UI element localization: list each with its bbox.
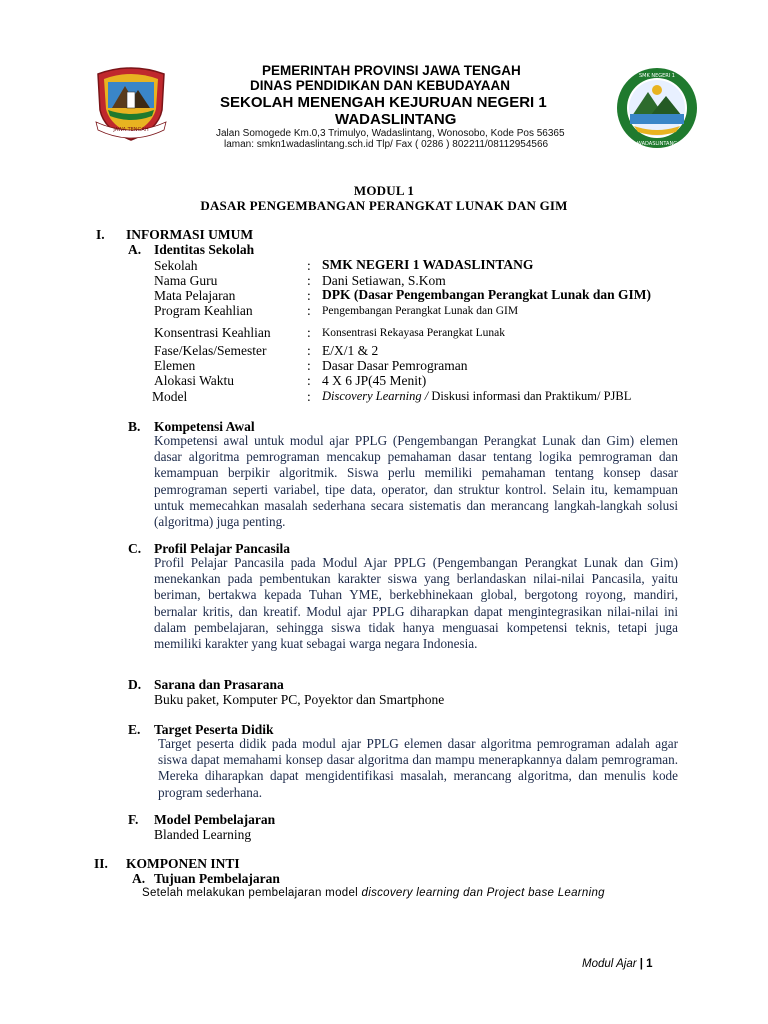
identity-value-model xyxy=(322,389,631,404)
svg-text:JAWA TENGAH: JAWA TENGAH xyxy=(113,127,149,133)
subsection-d-number: D. xyxy=(128,677,142,692)
initial-competence-paragraph: Kompetensi awal untuk modul ajar PPLG (Pengembangan Perangkat Lunak dan Gim) elemen dasar algoritma pemrograman mencakup pemahaman dasar tentang logika pemrograman dan kemampuan berpikir algoritmik. Siswa perlu memiliki pemahaman tentang konsep dasar pemrograman seperti variabel, tipe data, operator, dan struktur kontrol. Selain itu, kemampuan untuk memecahkan masalah sederhana secara sistematis dan merancang langkah-langkah solusi (algoritma) juga penting. xyxy=(154,433,678,530)
subsection-c-number: C. xyxy=(128,541,142,556)
subsection-2a-number: A. xyxy=(132,871,146,886)
learning-objective-text xyxy=(142,887,605,899)
identity-colon: : xyxy=(307,288,311,303)
identity-label-element: Elemen xyxy=(154,358,196,373)
subsection-e-number: E. xyxy=(128,722,141,737)
identity-value-program: Pengembangan Perangkat Lunak dan GIM xyxy=(322,305,519,317)
pancasila-profile-paragraph: Profil Pelajar Pancasila pada Modul Ajar PPLG (Pengembangan Perangkat Lunak dan Gim) menekankan pada pembentukan karakter siswa yang berlandaskan nilai-nilai Pancasila, yaitu beriman, bertakwa kepada Tuhan YME, berkebhinekaan global, bergotong royong, mandiri, bernalar kritis, dan kreatif. Modul ajar PPLG diharapkan dapat mengintegrasikan nilai-nilai ini dalam pembelajaran, sehingga siswa tidak hanya menguasai kompetensi teknis, tetapi juga memiliki karakter yang kuat sebagai warga negara Indonesia. xyxy=(154,555,678,652)
subsection-f-number: F. xyxy=(128,812,139,827)
identity-label-model: Model xyxy=(152,389,188,404)
letterhead-line-school: SEKOLAH MENENGAH KEJURUAN NEGERI 1 xyxy=(220,94,547,111)
letterhead-line-department: DINAS PENDIDIKAN DAN KEBUDAYAAN xyxy=(250,78,511,93)
section-1-number: I. xyxy=(96,227,105,242)
identity-colon: : xyxy=(307,358,311,373)
learning-model-text: Blanded Learning xyxy=(154,827,252,842)
footer-separator: | xyxy=(639,958,643,970)
identity-colon: : xyxy=(307,258,311,273)
identity-label-school: Sekolah xyxy=(154,258,198,273)
subsection-a-heading: Identitas Sekolah xyxy=(154,242,255,257)
identity-colon: : xyxy=(307,343,311,358)
identity-colon: : xyxy=(307,303,311,318)
identity-colon: : xyxy=(307,373,311,388)
identity-label-concentration: Konsentrasi Keahlian xyxy=(154,325,271,340)
facilities-text: Buku paket, Komputer PC, Poyektor dan Smartphone xyxy=(154,692,445,707)
identity-value-subject: DPK (Dasar Pengembangan Perangkat Lunak dan GIM) xyxy=(322,287,652,302)
jawa-tengah-crest-logo xyxy=(92,64,170,144)
objective-plain-part: Setelah melakukan pembelajaran model xyxy=(142,887,362,899)
identity-colon: : xyxy=(307,273,311,288)
smk-wadaslintang-emblem-logo xyxy=(614,66,700,150)
section-1-heading: INFORMASI UMUM xyxy=(126,227,254,242)
identity-label-phase: Fase/Kelas/Semester xyxy=(154,343,267,358)
identity-value-time: 4 X 6 JP(45 Menit) xyxy=(322,373,427,388)
identity-label-teacher: Nama Guru xyxy=(154,273,218,288)
identity-label-time: Alokasi Waktu xyxy=(154,373,235,388)
subsection-c-heading: Profil Pelajar Pancasila xyxy=(154,541,290,556)
page-footer xyxy=(582,958,653,970)
identity-value-concentration: Konsentrasi Rekayasa Perangkat Lunak xyxy=(322,327,505,339)
identity-label-subject: Mata Pelajaran xyxy=(154,288,236,303)
objective-italic-part: discovery learning dan Project base Learning xyxy=(361,887,605,899)
module-title: DASAR PENGEMBANGAN PERANGKAT LUNAK DAN GIM xyxy=(200,198,568,213)
subsection-b-number: B. xyxy=(128,419,141,434)
identity-value-teacher: Dani Setiawan, S.Kom xyxy=(322,273,446,288)
letterhead-line-province: PEMERINTAH PROVINSI JAWA TENGAH xyxy=(262,63,521,78)
subsection-e-heading: Target Peserta Didik xyxy=(154,722,274,737)
letterhead-address: Jalan Somogede Km.0,3 Trimulyo, Wadaslintang, Wonosobo, Kode Pos 56365 xyxy=(216,128,565,139)
subsection-2a-heading: Tujuan Pembelajaran xyxy=(154,871,280,886)
identity-value-phase: E/X/1 & 2 xyxy=(322,343,379,358)
identity-value-school: SMK NEGERI 1 WADASLINTANG xyxy=(322,257,534,272)
footer-label: Modul Ajar xyxy=(582,958,637,970)
subsection-f-heading: Model Pembelajaran xyxy=(154,812,276,827)
subsection-a-number: A. xyxy=(128,242,142,257)
letterhead-line-place: WADASLINTANG xyxy=(335,111,457,128)
subsection-d-heading: Sarana dan Prasarana xyxy=(154,677,284,692)
target-students-paragraph: Target peserta didik pada modul ajar PPLG elemen dasar algoritma pemrograman adalah agar siswa dapat memahami konsep dasar algoritma dan mampu menerapkannya dalam pemrograman. Mereka diharapkan dapat mengidentifikasi masalah, merancang algoritma, dan menulis kode program sederhana. xyxy=(158,736,678,800)
svg-text:SMK NEGERI 1: SMK NEGERI 1 xyxy=(638,73,676,79)
page-number: 1 xyxy=(646,958,653,970)
model-plain-part: Diskusi informasi dan Praktikum/ PJBL xyxy=(428,389,632,403)
svg-text:WADASLINTANG: WADASLINTANG xyxy=(636,141,678,147)
section-2-heading: KOMPONEN INTI xyxy=(126,856,240,871)
model-italic-part: Discovery Learning / xyxy=(322,389,429,403)
identity-colon: : xyxy=(307,325,311,340)
module-number: MODUL 1 xyxy=(353,183,415,198)
identity-value-element: Dasar Dasar Pemrograman xyxy=(322,358,468,373)
identity-label-program: Program Keahlian xyxy=(154,303,253,318)
identity-colon: : xyxy=(307,389,311,404)
section-2-number: II. xyxy=(94,856,108,871)
letterhead-contact: laman: smkn1wadaslintang.sch.id Tlp/ Fax ( 0286 ) 802211/08112954566 xyxy=(224,139,549,150)
subsection-b-heading: Kompetensi Awal xyxy=(154,419,255,434)
